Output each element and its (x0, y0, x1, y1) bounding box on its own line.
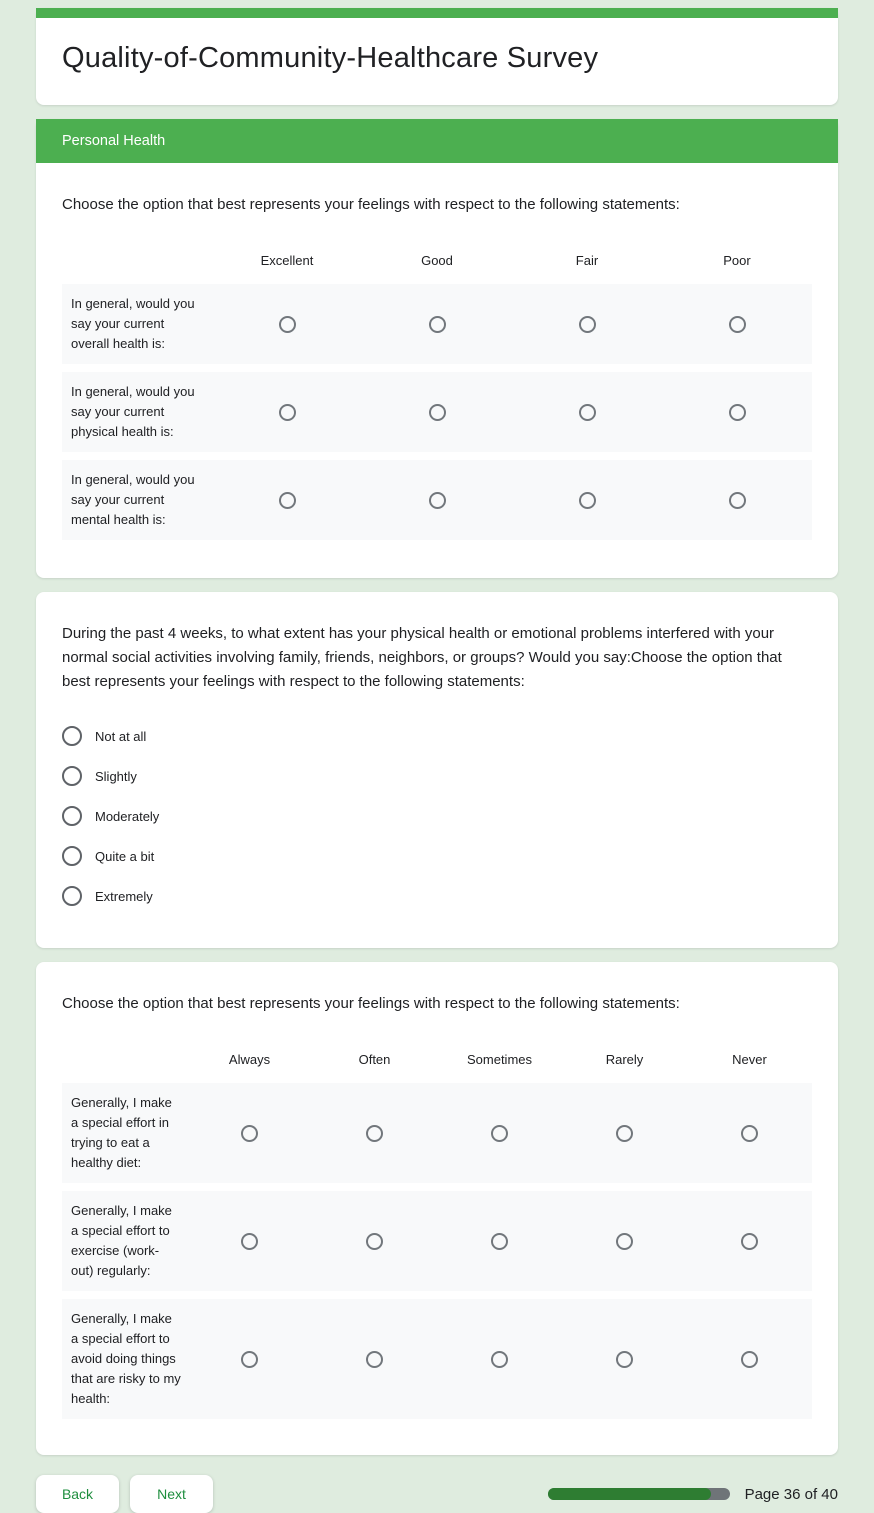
radio-button[interactable] (616, 1125, 633, 1142)
question-prompt: During the past 4 weeks, to what extent has your physical health or emotional problems interfered with your normal social activities involving family, friends, neighbors, or groups? Would you say:Choose the option that best represents your feelings with respect to the following statements: (62, 625, 782, 690)
grid-column-header: Often (358, 1052, 391, 1067)
radio-button[interactable] (62, 846, 82, 866)
radio-option[interactable] (62, 796, 812, 836)
grid-radio-cell (187, 1125, 312, 1142)
grid-column-header: Sometimes (466, 1052, 533, 1067)
radio-button[interactable] (491, 1351, 508, 1368)
grid-radio-cell (312, 1125, 437, 1142)
radio-button[interactable] (241, 1233, 258, 1250)
radio-button[interactable] (729, 404, 746, 421)
radio-option-label: Slightly (95, 768, 137, 784)
page-indicator: Page 36 of 40 (744, 1485, 838, 1503)
grid-row (62, 1083, 812, 1183)
question-prompt: Choose the option that best represents your feelings with respect to the following statements: (62, 196, 680, 213)
radio-button[interactable] (279, 316, 296, 333)
question-card-grid-effort (36, 962, 838, 1455)
grid-column-header: Poor (723, 253, 751, 268)
grid-radio-cell (687, 1125, 812, 1142)
grid-column-header: Always (228, 1052, 271, 1067)
grid-column-header: Fair (575, 253, 599, 268)
grid-question (62, 253, 812, 540)
grid-radio-cell (187, 1351, 312, 1368)
grid-radio-cell (512, 492, 662, 509)
grid-row-label: In general, would you say your current overall health is: (71, 296, 195, 351)
radio-button[interactable] (366, 1233, 383, 1250)
radio-option[interactable] (62, 836, 812, 876)
question-prompt: Choose the option that best represents your feelings with respect to the following statements: (62, 995, 680, 1012)
radio-option-label: Moderately (95, 808, 160, 824)
radio-option-label: Quite a bit (95, 848, 155, 864)
grid-row (62, 372, 812, 452)
grid-radio-cell (187, 1233, 312, 1250)
grid-radio-cell (562, 1233, 687, 1250)
radio-button[interactable] (62, 726, 82, 746)
radio-button[interactable] (279, 404, 296, 421)
radio-button[interactable] (579, 404, 596, 421)
radio-button[interactable] (729, 492, 746, 509)
grid-radio-cell (562, 1351, 687, 1368)
grid-radio-cell (312, 1233, 437, 1250)
grid-row (62, 1191, 812, 1291)
grid-radio-cell (687, 1351, 812, 1368)
back-button[interactable]: Back (36, 1475, 119, 1513)
grid-radio-cell (212, 316, 362, 333)
progress-fill (548, 1488, 712, 1500)
question-card-grid-health (36, 119, 838, 578)
grid-column-header: Excellent (260, 253, 314, 268)
grid-row-label: Generally, I make a special effort to exercise (work-out) regularly: (71, 1203, 172, 1278)
grid-row (62, 1299, 812, 1419)
grid-row-label: Generally, I make a special effort in trying to eat a healthy diet: (71, 1095, 172, 1170)
footer-navigation (36, 1469, 838, 1513)
radio-button[interactable] (241, 1351, 258, 1368)
grid-radio-cell (512, 404, 662, 421)
radio-button[interactable] (616, 1351, 633, 1368)
radio-option[interactable] (62, 876, 812, 916)
grid-row-label: Generally, I make a special effort to avoid doing things that are risky to my health: (71, 1311, 181, 1406)
section-header: Personal Health (36, 119, 838, 163)
grid-row (62, 284, 812, 364)
radio-button[interactable] (62, 766, 82, 786)
radio-button[interactable] (279, 492, 296, 509)
grid-radio-cell (662, 316, 812, 333)
grid-radio-cell (437, 1233, 562, 1250)
grid-radio-cell (437, 1125, 562, 1142)
radio-button[interactable] (429, 404, 446, 421)
accent-bar (36, 8, 838, 18)
radio-option[interactable] (62, 756, 812, 796)
grid-column-header: Good (421, 253, 453, 268)
radio-button[interactable] (579, 316, 596, 333)
radio-button[interactable] (62, 886, 82, 906)
radio-button[interactable] (491, 1233, 508, 1250)
progress-bar (548, 1488, 730, 1500)
grid-row (62, 460, 812, 540)
form-page (36, 0, 838, 1513)
grid-radio-cell (687, 1233, 812, 1250)
radio-button[interactable] (741, 1351, 758, 1368)
radio-option-label: Extremely (95, 888, 153, 904)
radio-button[interactable] (241, 1125, 258, 1142)
grid-radio-cell (312, 1351, 437, 1368)
radio-button[interactable] (741, 1233, 758, 1250)
grid-radio-cell (437, 1351, 562, 1368)
form-title: Quality-of-Community-Healthcare Survey (62, 42, 599, 74)
radio-button[interactable] (429, 492, 446, 509)
radio-option-label: Not at all (95, 728, 147, 744)
grid-radio-cell (362, 404, 512, 421)
grid-radio-cell (362, 492, 512, 509)
radio-button[interactable] (729, 316, 746, 333)
radio-button[interactable] (62, 806, 82, 826)
radio-button[interactable] (366, 1125, 383, 1142)
radio-option-list (62, 716, 812, 916)
question-card-radio-interference (36, 592, 838, 948)
radio-button[interactable] (579, 492, 596, 509)
radio-option[interactable] (62, 716, 812, 756)
grid-column-header: Rarely (605, 1052, 644, 1067)
grid-column-header: Never (732, 1052, 767, 1067)
grid-radio-cell (512, 316, 662, 333)
grid-row-label: In general, would you say your current mental health is: (71, 472, 195, 527)
grid-radio-cell (362, 316, 512, 333)
radio-button[interactable] (429, 316, 446, 333)
next-button[interactable]: Next (130, 1475, 213, 1513)
grid-radio-cell (212, 492, 362, 509)
grid-radio-cell (662, 404, 812, 421)
grid-radio-cell (662, 492, 812, 509)
grid-question (62, 1052, 812, 1419)
radio-button[interactable] (616, 1233, 633, 1250)
grid-radio-cell (212, 404, 362, 421)
radio-button[interactable] (366, 1351, 383, 1368)
radio-button[interactable] (491, 1125, 508, 1142)
form-title-card (36, 8, 838, 105)
radio-button[interactable] (741, 1125, 758, 1142)
grid-radio-cell (562, 1125, 687, 1142)
grid-row-label: In general, would you say your current physical health is: (71, 384, 195, 439)
